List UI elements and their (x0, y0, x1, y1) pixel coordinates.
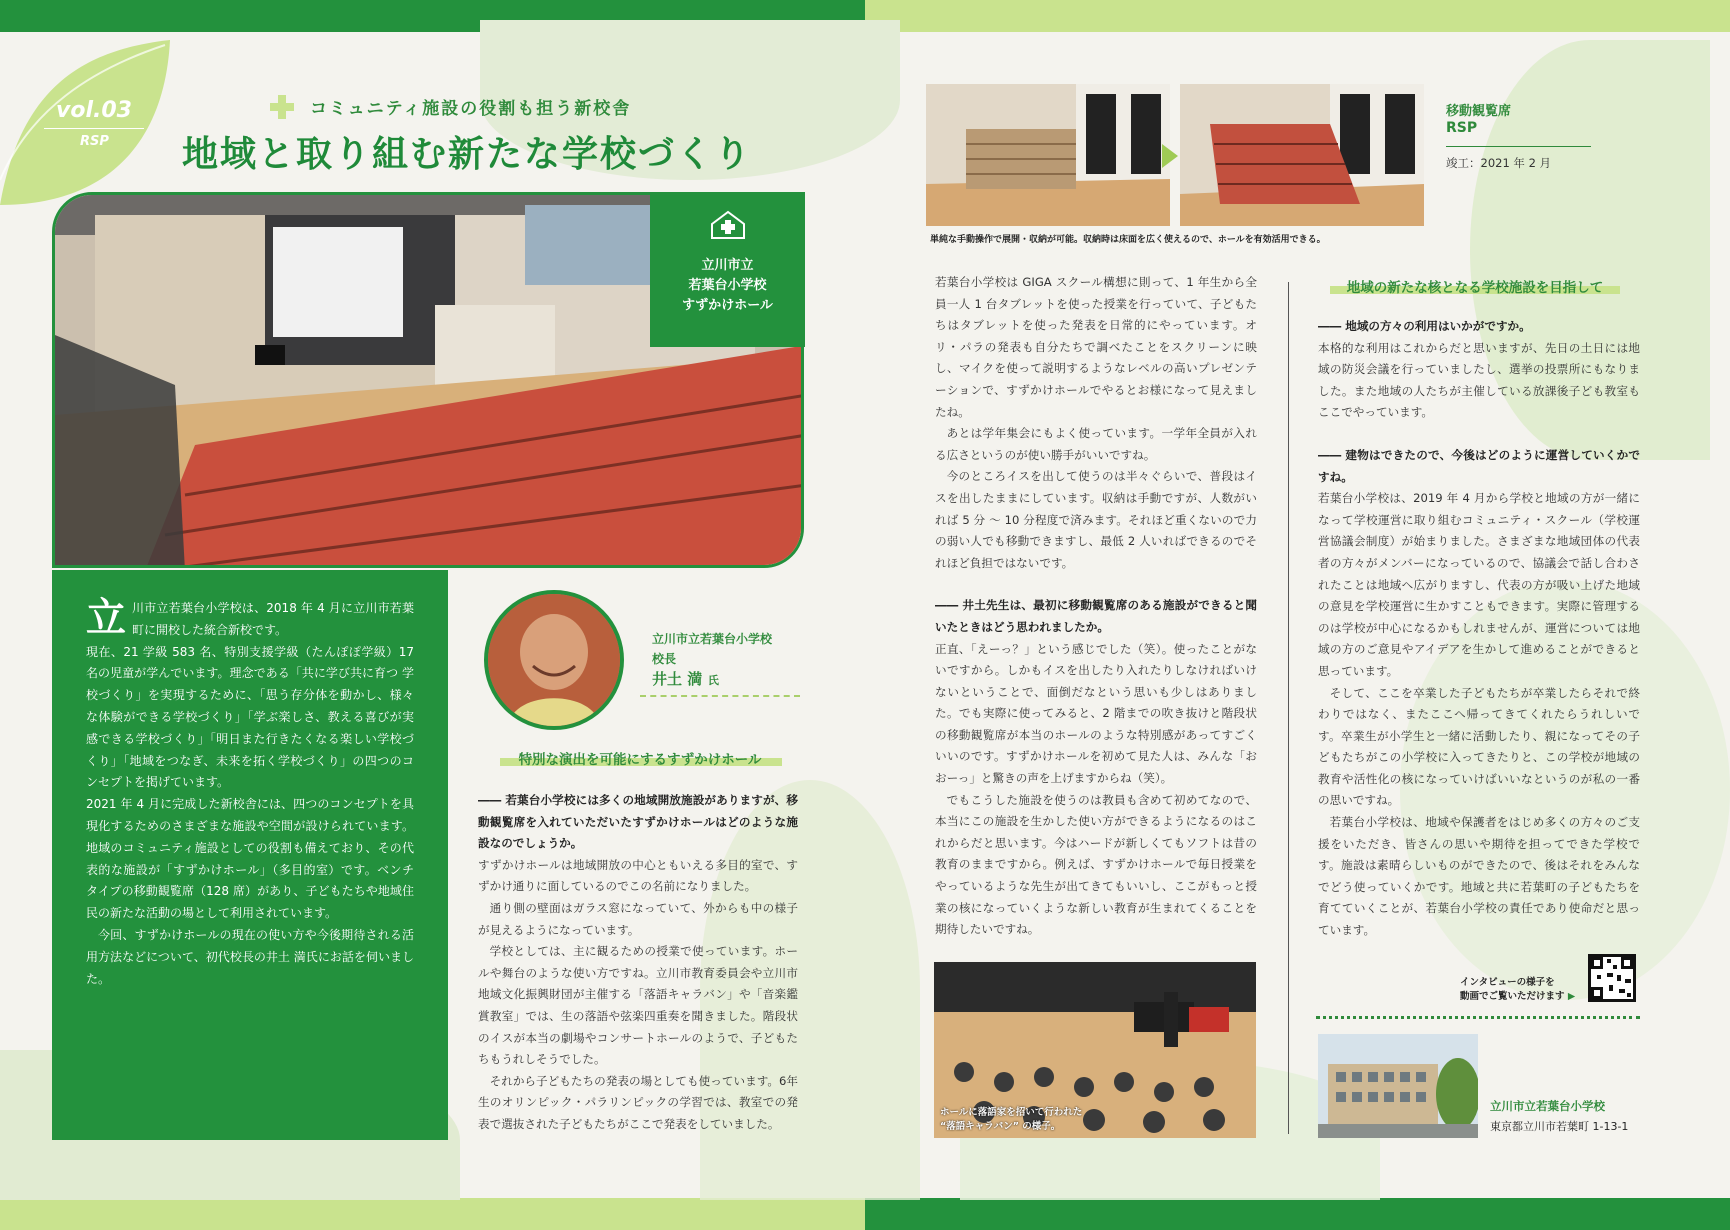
answer-paragraph: でもこうした施設を使うのは教員も含めて初めてなので、本当にこの施設を生かした使い方ができるようになるのはこれからだと思います。今はハードが新しくてもソフトは昔の教育のままですから。例えば、すずかけホールで毎日授業をやっているような先生が出てきてもいいし、ここがもっと授業の核になっていくような新しい教育が生まれてくることを期待したいですね。 (935, 792, 1257, 937)
dropcap: 立 (86, 595, 126, 641)
top-band-right (865, 0, 1730, 32)
answer-paragraph: 本格的な利用はこれからだと思いますが、先日の土日には地域の防災会議を行っていましたし、選挙の投票所にもなりました。また地域の人たちが主催している放課後子ども教室もここでやっています。 (1318, 340, 1640, 420)
column-2-text (478, 790, 798, 1136)
school-name: 立川市立若葉台小学校 (1490, 1099, 1605, 1113)
principal-name: 井土 満 氏 (652, 670, 719, 688)
subtitle: コミュニティ施設の役割も担う新校舎 (310, 99, 632, 119)
product-completed: 竣工：2021 年 2 月 (1446, 156, 1552, 170)
school-building-photo (1318, 1034, 1478, 1138)
intro-paragraph: 現在、21 学級 583 名、特別支援学級（たんぽぽ学級）17 名の児童が学んでいます。理念である「共に学び共に育つ 学校づくり」を実現するために、「思う存分体を動かし、様々な体験ができる学校づくり」「学ぶ楽しさ、教える喜びが実感できる学校づくり」「明日また行きたくなる楽しい学校づくり」「地域をつなぎ、未来を拓く学校づくり」の四つのコンセプトを掲げています。 (86, 644, 414, 790)
principal-role: 校長 (652, 652, 677, 666)
answer-paragraph: 今のところイスを出して使うのは半々ぐらいで、普段はイスを出したままにしています。収納は手動ですが、人数がいれば 5 分 〜 10 分程度で済みます。それほど重くないので力の弱い人でも移動できますし、最低 2 人いればできるのでそれほど負担ではないです。 (935, 469, 1257, 570)
product-caption: 単純な手動操作で展開・収納が可能。収納時は床面を広く使えるので、ホールを有効活用できる。 (930, 235, 1326, 245)
principal-portrait (484, 590, 624, 730)
column-4-text (1318, 316, 1640, 942)
product-name: 移動観覧席 (1446, 104, 1512, 119)
qr-text-2: 動画でご覧いただけます ▶ (1460, 991, 1576, 1002)
school-address: 東京都立川市若葉町 1-13-1 (1490, 1120, 1629, 1133)
intro-paragraph: 2021 年 4 月に完成した新校舎には、四つのコンセプトを具現化するためのさまざまな施設や空間が設けられています。地域のコミュニティ施設としての役割も備えており、その代表的な施設が「すずかけホール」（多目的室）です。ベンチタイプの移動観覧席（128 席）があり、子どもたちや地域住民の新たな活動の場として利用されています。 (86, 797, 414, 921)
answer-paragraph: 正直、「えーっ？」という感じでした（笑）。使ったことがないですから。しかもイスを出したり入れたりしなければいけないということで、面倒だなという思いも少しはありました。でも実際に使ってみると、2 階までの吹き抜けと階段状の移動観覧席が本当のホールのような特別感があってすごくいいのです。すずかけホールを初めて見た人は、みんな「おおーっ」と驚きの声を上げますからね（笑）。 (935, 641, 1257, 786)
vol-label: vol.03 (56, 98, 132, 123)
qr-text-1: インタビューの様子を (1460, 977, 1555, 988)
answer-paragraph: 通り側の壁面はガラス窓になっていて、外からも中の様子が見えるようになっています。 (478, 900, 798, 937)
seating-deployed-photo (1180, 84, 1424, 226)
answer-paragraph: すずかけホールは地域開放の中心ともいえる多目的室で、すずかけ通りに面しているのでこの名前になりました。 (478, 857, 798, 894)
seating-stored-photo (926, 84, 1170, 226)
question: ―― 井土先生は、最初に移動観覧席のある施設ができると聞いたときはどう思われましたか。 (935, 598, 1257, 634)
rakugo-photo (934, 962, 1256, 1138)
hall-label-line1: 立川市立 (701, 258, 754, 273)
answer-paragraph: それから子どもたちの発表の場としても使っています。6年生のオリンピック・パラリンピックの学習では、教室での発表で選抜された子どもたちがここで発表をしていました。 (478, 1073, 798, 1131)
hall-label-line3: すずかけホール (682, 298, 773, 313)
rakugo-caption-1: ホールに落語家を招いて行われた (940, 1107, 1083, 1118)
intro-paragraph: 今回、すずかけホールの現在の使い方や今後期待される活用方法などについて、初代校長の井土 満氏にお話を伺いました。 (86, 927, 414, 986)
play-icon: ▶ (1567, 991, 1576, 1002)
page-title: 地域と取り組む新たな学校づくり (182, 134, 753, 175)
question: ―― 若葉台小学校には多くの地域開放施設がありますが、移動観覧席を入れていただいたすずかけホールはどのような施設なのでしょうか。 (478, 793, 798, 851)
vol-sub-label: RSP (80, 134, 109, 149)
qr-code[interactable] (1588, 954, 1636, 1002)
vol-divider (44, 128, 144, 129)
rakugo-caption-2: “落語キャラバン” の様子。 (940, 1121, 1061, 1132)
hall-label-box (650, 192, 805, 347)
dotted-divider (1316, 1016, 1640, 1019)
intro-panel (52, 570, 448, 1140)
answer-paragraph: 若葉台小学校は、地域や保護者をはじめ多くの方々のご支援をいただき、皆さんの思いや期待を担ってできた学校です。施設は素晴らしいものができたので、後はそれをみんなでどう使っていくかです。地域と共に若葉町の子どもたちを育てていくことが、若葉台小学校の責任であり使命だと思っています。 (1318, 815, 1640, 938)
section-heading: 地域の新たな核となる学校施設を目指して (1346, 280, 1604, 296)
principal-school: 立川市立若葉台小学校 (652, 632, 773, 646)
section-heading: 特別な演出を可能にするすずかけホール (518, 752, 762, 768)
answer-paragraph: 学校としては、主に観るための授業で使っています。ホールや舞台のような使い方ですね。立川市教育委員会や立川市地域文化振興財団が主催する「落語キャラバン」や「音楽鑑賞教室」では、生の落語や弦楽四重奏を聞きました。階段状のイスが本当の劇場やコンサートホールのようで、子どもたちもうれしそうでした。 (478, 944, 798, 1067)
answer-paragraph: 若葉台小学校は、2019 年 4 月から学校と地域の方が一緒になって学校運営に取り組むコミュニティ・スクール（学校運営協議会制度）が始まりました。さまざまな地域団体の代表者の方々がメンバーになっているので、協議会で話し合わされたことは地域へ広がりますし、代表の方が吸い上げた地域の意見を学校運営に生かすこともできます。実際に管理するのは学校が中心になるかもしれませんが、運営については地域の方のご意見やアイデアを生かして進めることができると思っています。 (1318, 491, 1640, 678)
column-divider (1288, 282, 1289, 1134)
arrow-icon (1162, 144, 1178, 168)
bottom-band-right (865, 1198, 1730, 1230)
house-icon (708, 210, 748, 240)
product-divider (1446, 146, 1591, 147)
answer-paragraph: そして、ここを卒業した子どもたちが卒業したらそれで終わりではなく、またここへ帰ってきてくれたらうれしいです。卒業生が小学生と一緒に活動したり、親になってその子どもたちがこの小学校に入ってきたりと、この学校が地域の教育や活性化の核になっていけばいいなというのが私の一番の思いですね。 (1318, 685, 1640, 808)
question: ―― 地域の方々の利用はいかがですか。 (1318, 319, 1531, 333)
bottom-band-left (0, 1198, 865, 1230)
product-code: RSP (1446, 120, 1478, 136)
hall-label-line2: 若葉台小学校 (688, 278, 767, 293)
answer-paragraph: あとは学年集会にもよく使っています。一学年全員が入れる広さというのが使い勝手がいいですね。 (935, 426, 1257, 462)
principal-divider (640, 695, 800, 697)
column-3-text (935, 272, 1257, 941)
answer-paragraph: 若葉台小学校は GIGA スクール構想に則って、1 年生から全員一人 1 台タブレットを使った授業を行っていて、子どもたちはタブレットを使った発表を日常的にやっています。オリ・パラの発表も自分たちで調べたことをスクリーンに映し、マイクを使って説明するようなレベルの高いプレゼンテーションで、すずかけホールでやるとお様になって見えましたね。 (935, 275, 1257, 419)
question: ―― 建物はできたので、今後はどのように運営していくかですね。 (1318, 447, 1640, 484)
plus-icon (270, 95, 294, 119)
intro-paragraph: 立川市立若葉台小学校は、2018 年 4 月に立川市若葉町に開校した統合新校です。 (86, 595, 414, 641)
